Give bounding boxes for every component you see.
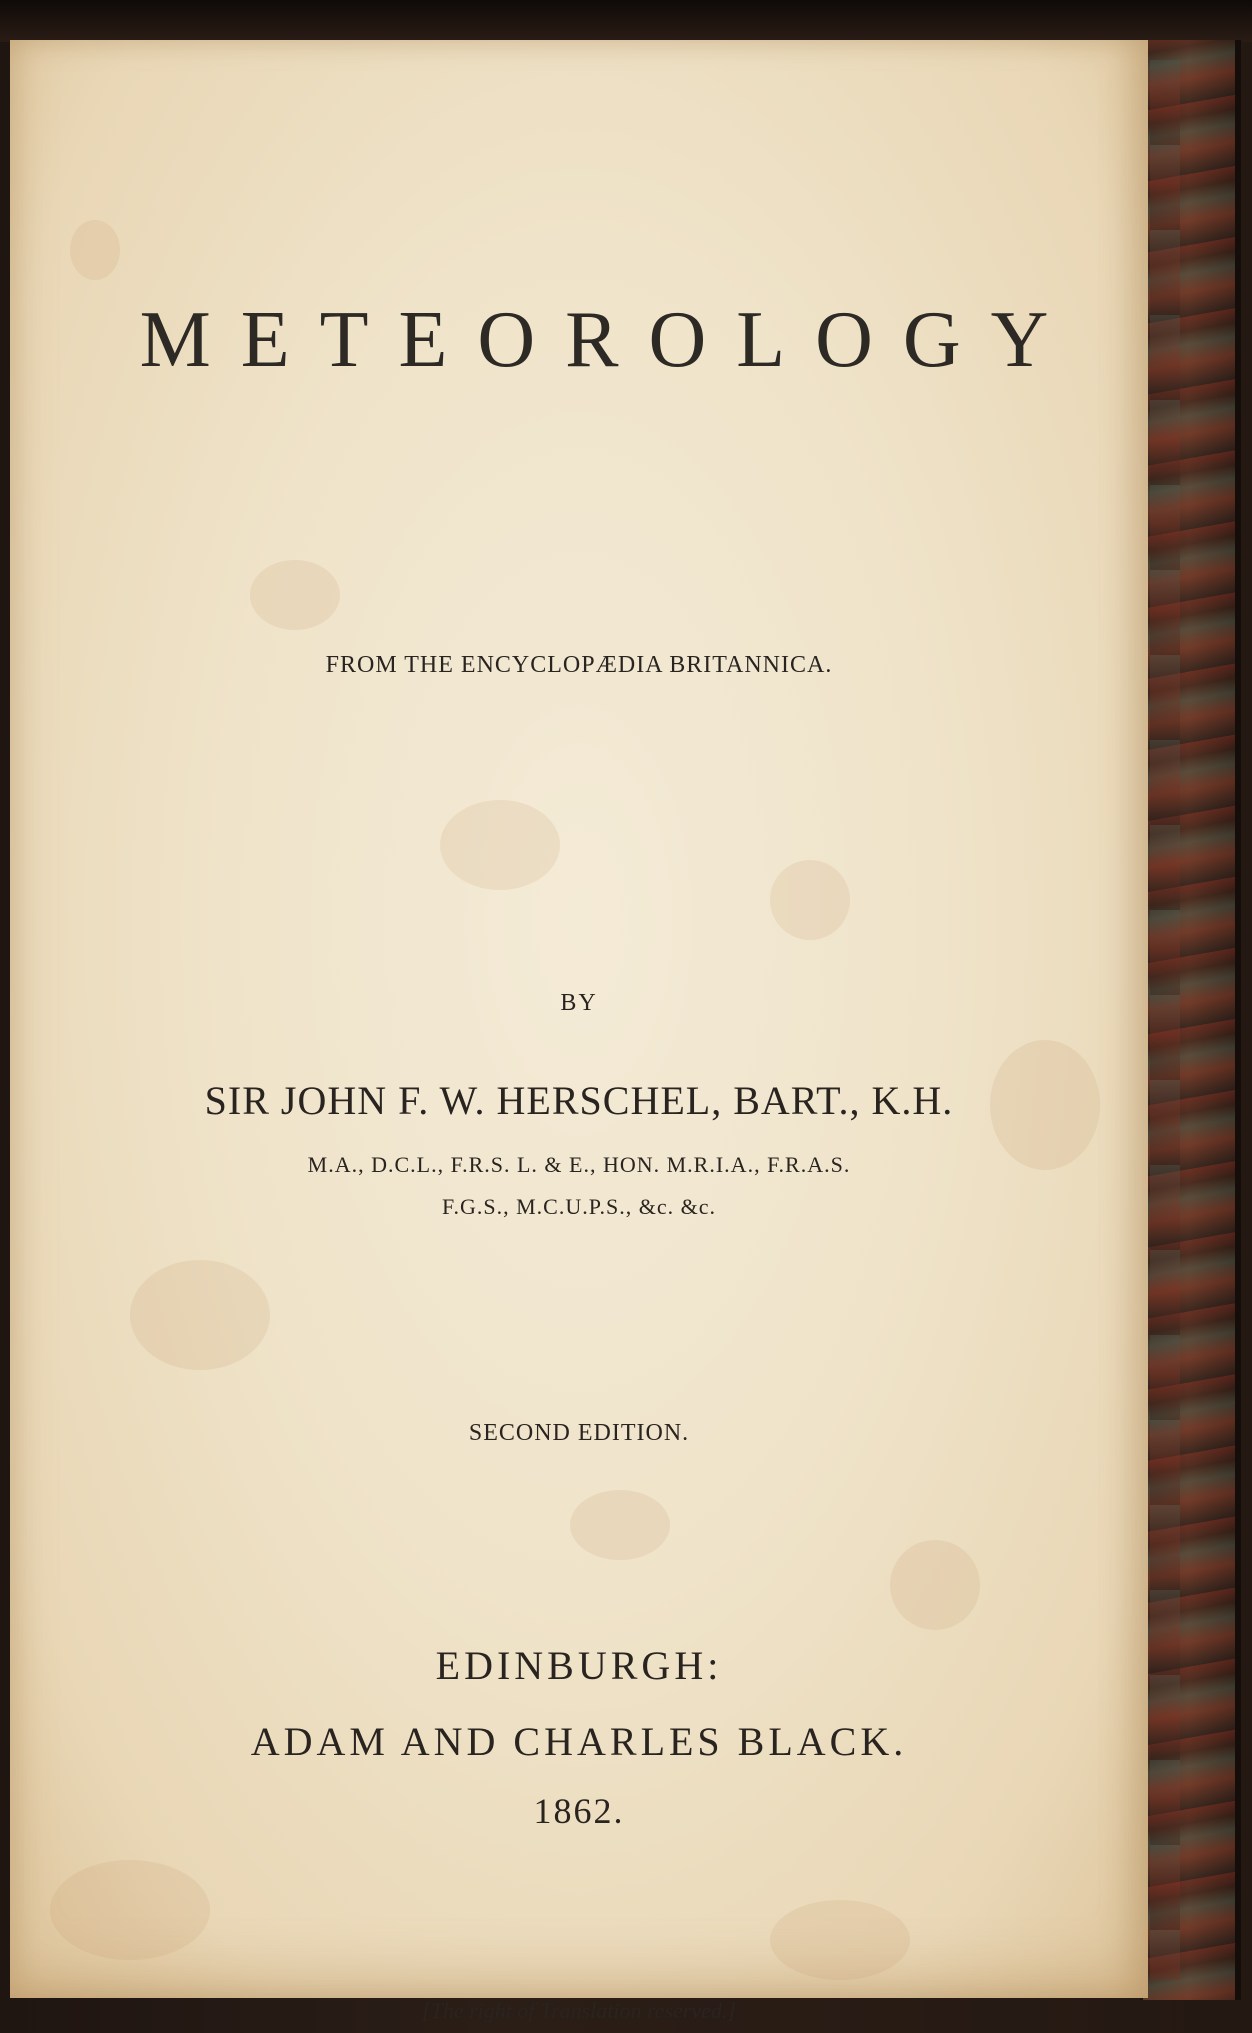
author-credentials-line-1: M.A., D.C.L., F.R.S. L. & E., HON. M.R.I.A., F.R.A.S. xyxy=(307,1152,851,1177)
author-name: SIR JOHN F. W. HERSCHEL, BART., K.H. xyxy=(204,1078,954,1123)
source-line: FROM THE ENCYCLOPÆDIA BRITANNICA. xyxy=(325,652,833,678)
foxing-spot xyxy=(70,220,120,280)
foxing-spot xyxy=(250,560,340,630)
title-page xyxy=(10,40,1148,2023)
author-credentials-line-2: F.G.S., M.C.U.P.S., &c. &c. xyxy=(441,1194,716,1219)
foxing-spot xyxy=(570,1490,670,1560)
edition-line: SECOND EDITION. xyxy=(468,1420,690,1446)
book-top-edge xyxy=(0,0,1252,42)
foxing-spot xyxy=(770,1900,910,1980)
foxing-spot xyxy=(440,800,560,890)
by-line: BY xyxy=(560,990,598,1016)
book-title: METEOROLOGY xyxy=(139,296,1079,384)
publication-city: EDINBURGH: xyxy=(435,1643,723,1688)
foxing-spot xyxy=(770,860,850,940)
foxing-spot xyxy=(130,1260,270,1370)
publisher-name: ADAM AND CHARLES BLACK. xyxy=(250,1719,908,1764)
foxing-spot xyxy=(890,1540,980,1630)
rights-notice: [The right of Translation reserved.] xyxy=(422,1998,736,2023)
foxing-spot xyxy=(50,1860,210,1960)
publication-year: 1862. xyxy=(533,1791,625,1831)
